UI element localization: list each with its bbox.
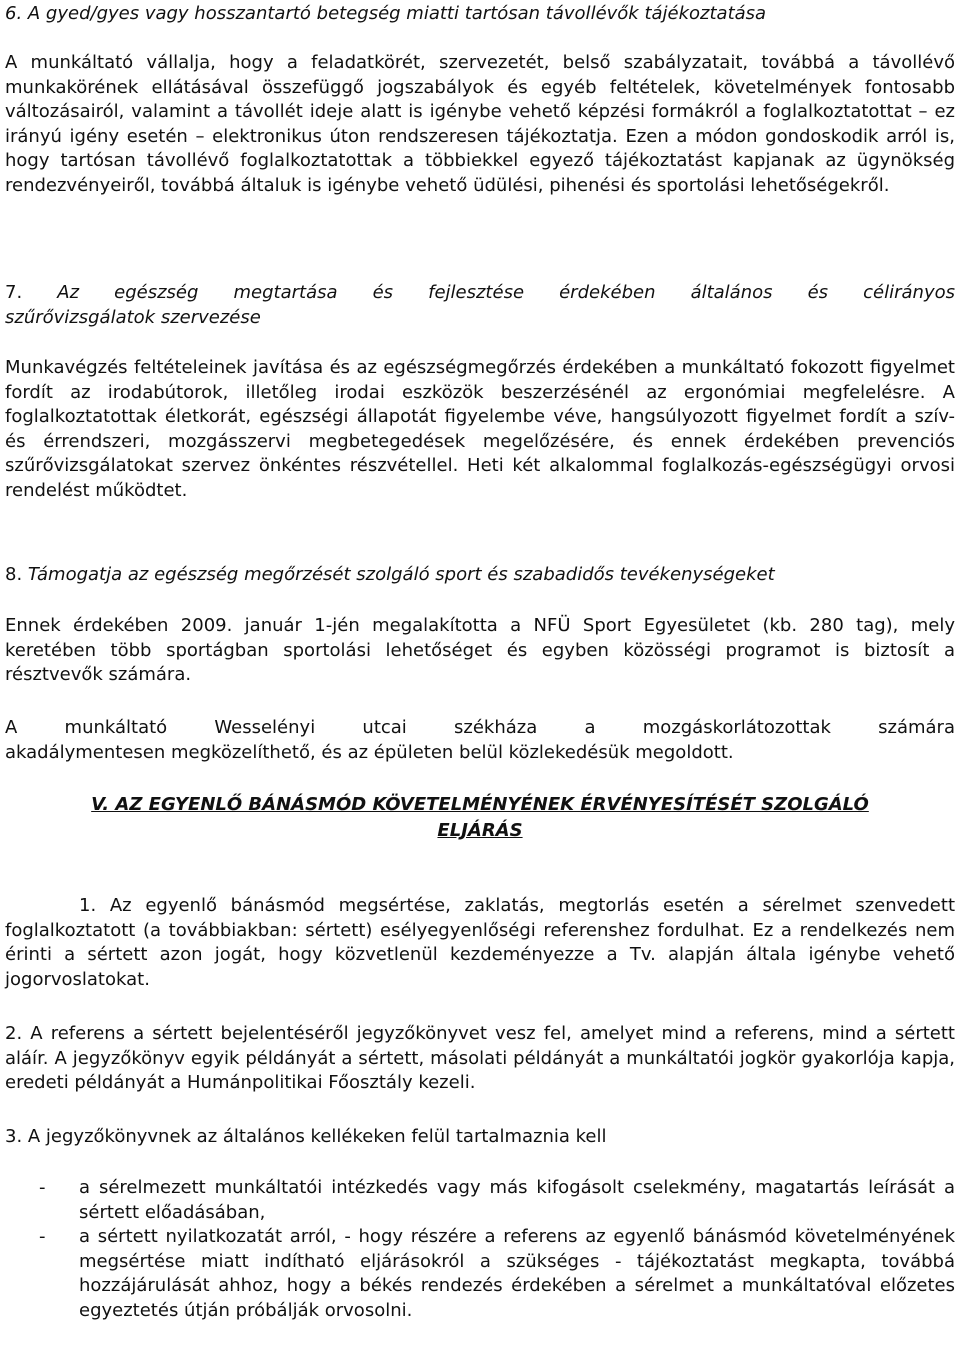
chapter-v-heading-line1: V. AZ EGYENLŐ BÁNÁSMÓD KÖVETELMÉNYÉNEK ÉRVÉNYESÍTÉSÉT SZOLGÁLÓ	[91, 794, 869, 815]
chapter-v-paragraph-2: 2. A referens a sértett bejelentéséről jegyzőkönyvet vesz fel, amelyet mind a referens, mind a sértett aláír. A jegyzőkönyv egyik példányát a sértett, másolati példányát a munkáltatói jogkör gyakorlója kapja, eredeti példányát a Humánpolitikai Főosztály kezeli.	[5, 1023, 955, 1094]
section-7-title	[5, 281, 955, 330]
chapter-v-heading	[20, 792, 940, 844]
list-item: - a sértett nyilatkozatát arról, - hogy részére a referens az egyenlő bánásmód követelményének megsértése miatt indítható eljárásokról a szükséges - tájékoztatást megkapta, továbbá hozzájárulását ahhoz, hogy a békés rendezés érdekében a sérelmet a munkáltatóval előzetes egyeztetés útján próbálják orvosolni.	[39, 1226, 955, 1321]
section-7-number: 7.	[5, 282, 23, 303]
list-item: - a sérelmezett munkáltatói intézkedés vagy más kifogásolt cselekmény, magatartás leírását a sértett előadásában,	[39, 1177, 955, 1223]
section-7-paragraph: Munkavégzés feltételeinek javítása és az egészségmegőrzés érdekében a munkáltató fokozott figyelmet fordít az irodabútorok, illetőleg irodai eszközök beszerzésénél az ergonómiai megfelelésre. A foglalkoztatottak életkorát, egészségi állapotát figyelembe véve, hangsúlyozott figyelmet fordít a szív- és érrendszeri, mozgásszervi megbetegedések megelőzésére, és ennek érdekében prevenciós szűrővizsgálatokat szervez önkéntes részvétellel. Heti két alkalommal foglalkozás-egészségügyi orvosi rendelést működtet.	[5, 357, 955, 501]
section-8-paragraph-1: Ennek érdekében 2009. január 1-jén megalakította a NFÜ Sport Egyesületet (kb. 280 tag), mely keretében több sportágban sportolási lehetőséget és egyben közösségi programot is biztosít a résztvevők számára.	[5, 615, 955, 686]
section-6-title: 6. A gyed/gyes vagy hosszantartó betegség miatti tartósan távollévők tájékoztatása	[5, 3, 767, 24]
section-8-number: 8.	[5, 564, 23, 585]
section-8-paragraph-2-line2: akadálymentesen megközelíthető, és az épületen belül közlekedésük megoldott.	[5, 741, 734, 763]
chapter-v-paragraph-1: 1. Az egyenlő bánásmód megsértése, zaklatás, megtorlás esetén a sérelmet szenvedett foglalkoztatott (a továbbiakban: sértett) esélyegyenlőségi referenshez fordulhat. Ez a rendelkezés nem érinti a sértett azon jogát, hogy közvetlenül kezdeményezze a Tv. alapján általa igénybe vehető jogorvoslatokat.	[5, 895, 955, 990]
requirements-list	[5, 1176, 955, 1324]
section-8-title: 8. Támogatja az egészség megőrzését szolgáló sport és szabadidős tevékenységeket	[5, 564, 775, 585]
section-7-title-line2: szűrővizsgálatok szervezése	[5, 306, 261, 328]
section-7-title-line1: 7. Az egészség megtartása és fejlesztése érdekében általános és célirányos	[5, 282, 955, 303]
section-6-paragraph: A munkáltató vállalja, hogy a feladatkörét, szervezetét, belső szabályzatait, továbbá a távollévő munkakörének ellátásával összefüggő jogszabályok és egyéb feltételek, követelmények fontosabb változásairól, valamint a távollét ideje alatt is igénybe vehető képzési formákról a foglalkoztatottat – ez irányú igény esetén – elektronikus úton rendszeresen tájékoztatja. Ezen a módon gondoskodik arról is, hogy tartósan távollévő foglalkoztatottak a többiekkel egyező tájékoztatást kapjanak az ügynökség rendezvényeiről, továbbá általuk is igénybe vehető üdülési, pihenési és sportolási lehetőségekről.	[5, 52, 955, 196]
chapter-v-paragraph-3: 3. A jegyzőkönyvnek az általános kellékeken felül tartalmaznia kell	[5, 1126, 607, 1147]
section-8-paragraph-2-line1: A munkáltató Wesselényi utcai székháza a mozgáskorlátozottak számára	[5, 717, 955, 738]
section-8-paragraph-2	[5, 716, 955, 765]
chapter-v-heading-line2: ELJÁRÁS	[437, 820, 523, 841]
